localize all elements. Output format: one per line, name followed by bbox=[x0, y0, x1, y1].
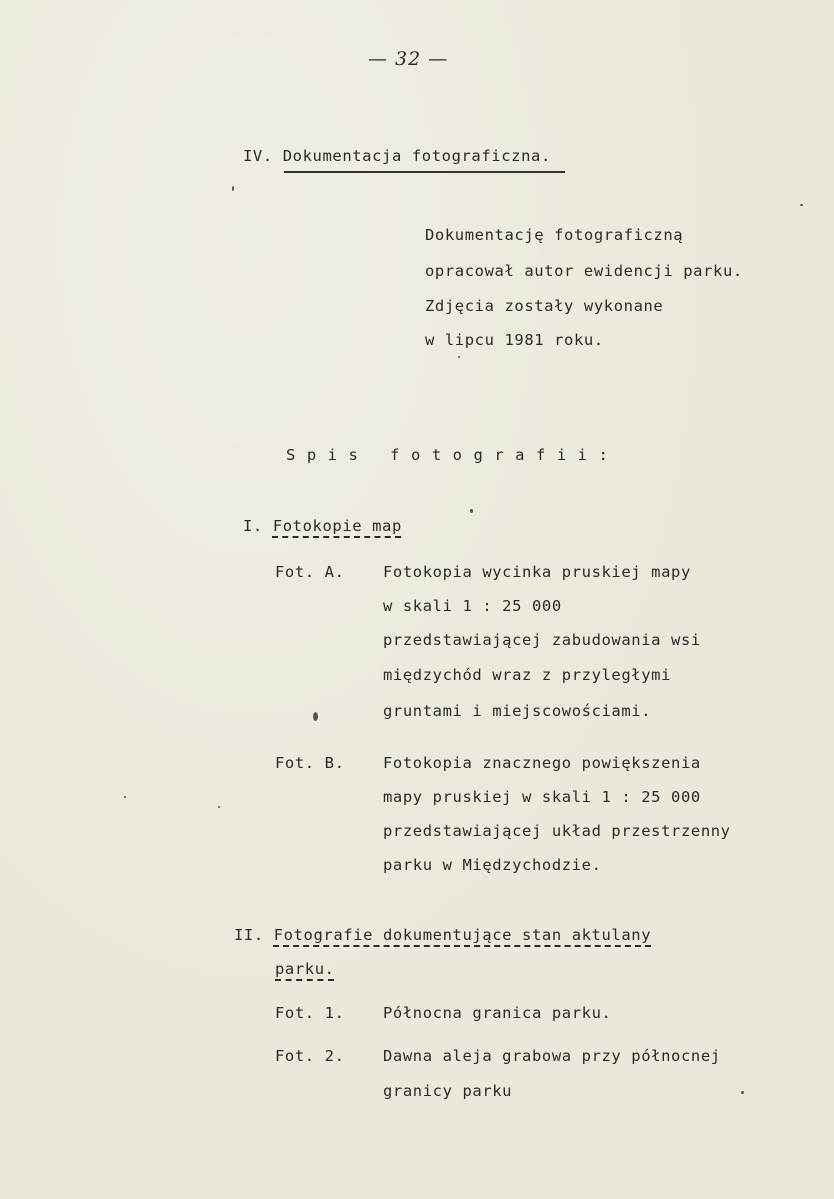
section-heading: IV. Dokumentacja fotograficzna. bbox=[243, 147, 551, 165]
photo-label: Fot. A. bbox=[275, 563, 345, 581]
photo-description-line: parku w Międzychodzie. bbox=[383, 856, 602, 874]
section-i-heading bbox=[243, 517, 402, 535]
photo-description-line: międzychód wraz z przyległymi bbox=[383, 666, 672, 684]
photo-description-line: mapy pruskiej w skali 1 : 25 000 bbox=[383, 788, 701, 806]
photo-description-line: gruntami i miejscowościami. bbox=[383, 702, 652, 720]
photo-label: Fot. 1. bbox=[275, 1004, 345, 1022]
heading-underline bbox=[284, 171, 565, 173]
photo-description-line: przedstawiającej zabudowania wsi bbox=[383, 631, 701, 649]
photo-description-line: Fotokopia znacznego powiększenia bbox=[383, 754, 701, 772]
intro-line: opracował autor ewidencji parku. bbox=[425, 262, 743, 280]
photo-description-line: Dawna aleja grabowa przy północnej bbox=[383, 1047, 721, 1065]
photo-list-title: Spis fotografii: bbox=[286, 446, 620, 464]
intro-line: w lipcu 1981 roku. bbox=[425, 331, 604, 349]
section-title: parku. bbox=[275, 960, 335, 978]
photo-label: Fot. 2. bbox=[275, 1047, 345, 1065]
section-number: I. bbox=[243, 517, 263, 535]
photo-description-line: granicy parku bbox=[383, 1082, 513, 1100]
photo-label: Fot. B. bbox=[275, 754, 345, 772]
section-title: Fotografie dokumentujące stan aktulany bbox=[273, 926, 652, 944]
page-number: — 32 — bbox=[368, 48, 449, 70]
intro-line: Dokumentację fotograficzną bbox=[425, 226, 684, 244]
photo-description-line: Fotokopia wycinka pruskiej mapy bbox=[383, 563, 691, 581]
photo-description-line: Północna granica parku. bbox=[383, 1004, 612, 1022]
section-number: II. bbox=[234, 926, 264, 944]
photo-description-line: przedstawiającej układ przestrzenny bbox=[383, 822, 731, 840]
section-ii-heading bbox=[234, 926, 651, 944]
photo-description-line: w skali 1 : 25 000 bbox=[383, 597, 562, 615]
section-title: Fotokopie map bbox=[272, 517, 402, 535]
section-title-continued bbox=[275, 960, 335, 978]
intro-line: Zdjęcia zostały wykonane bbox=[425, 297, 664, 315]
